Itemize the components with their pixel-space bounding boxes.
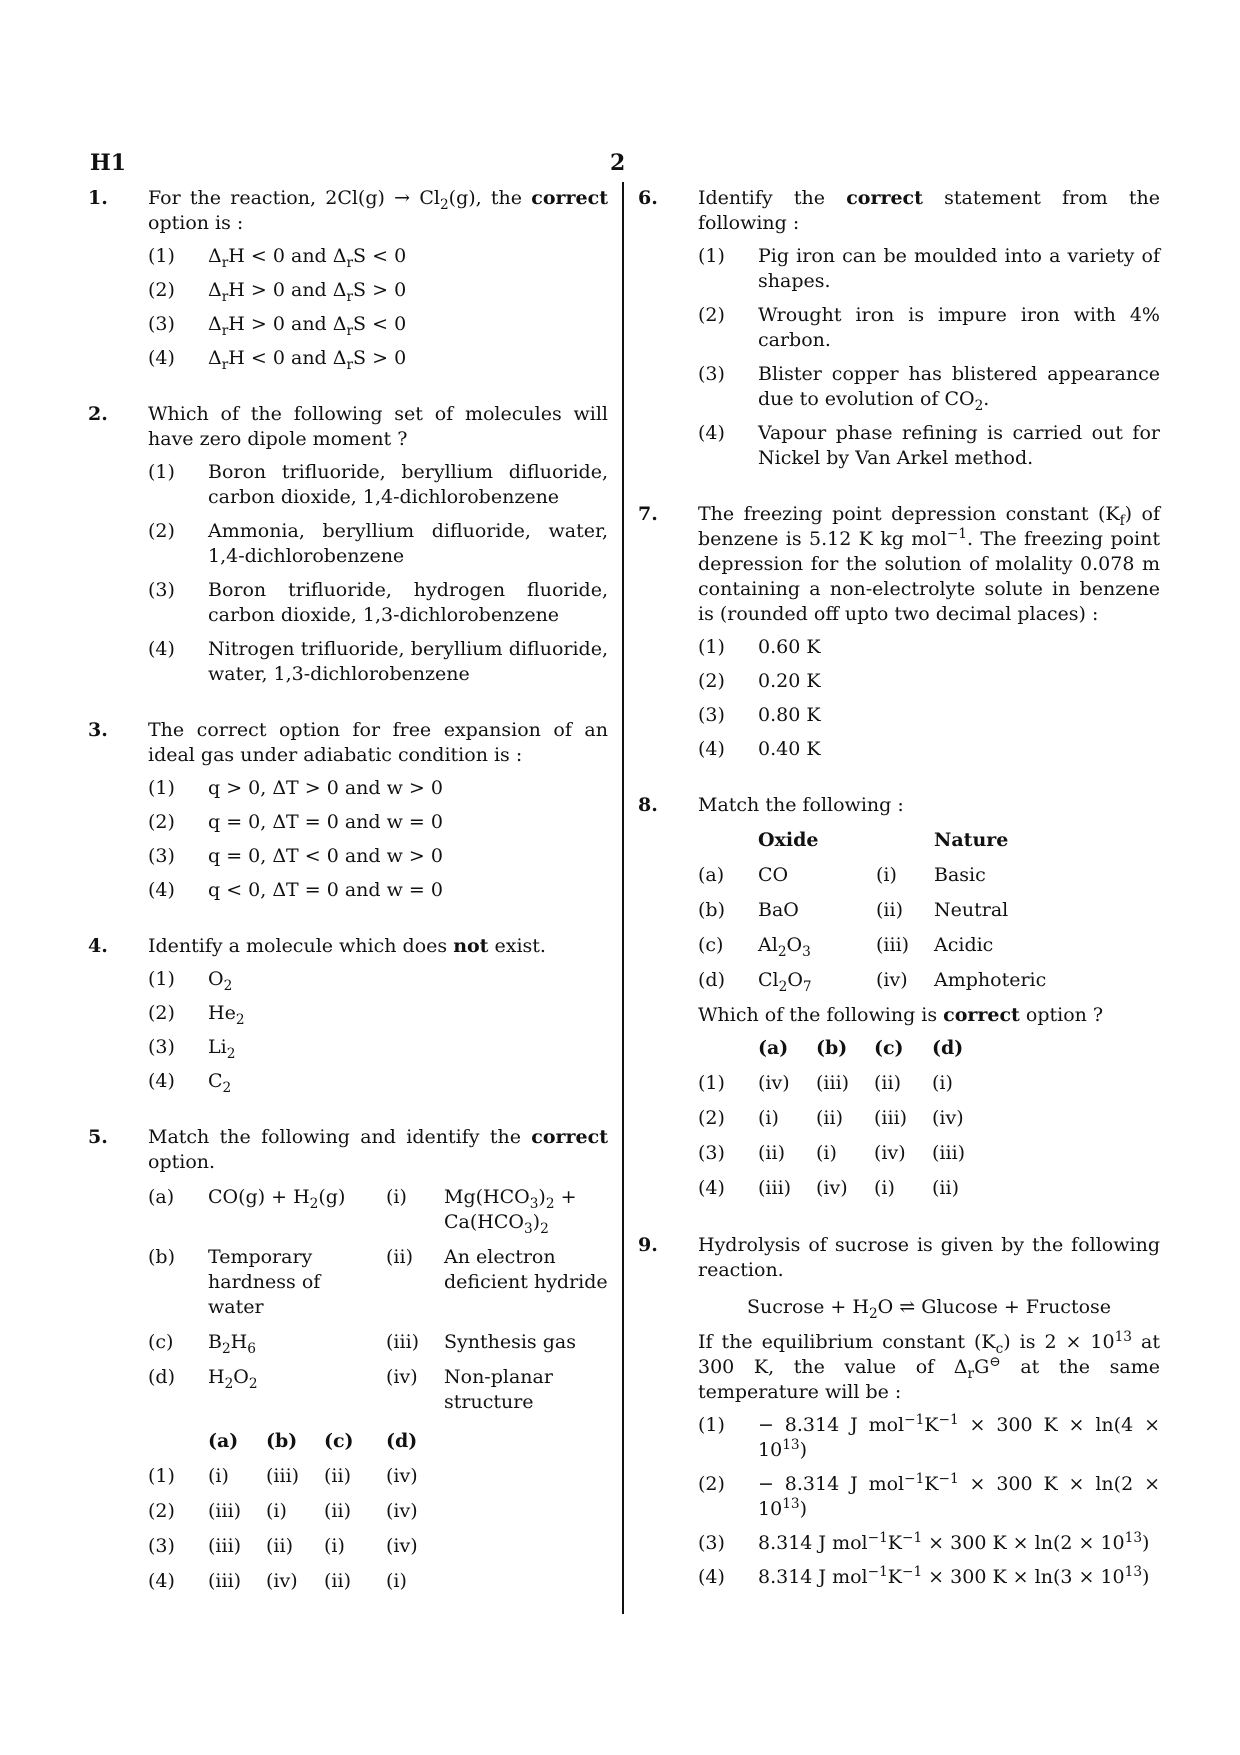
answer-header: (a) (b) (c) (d) xyxy=(208,1430,418,1452)
answer-table xyxy=(148,1429,418,1604)
question-7 xyxy=(638,502,1160,771)
match-header: Oxide Nature xyxy=(758,829,1009,851)
option-3[interactable]: (3) $Li_2$ xyxy=(148,1036,236,1062)
question-6 xyxy=(638,186,1160,480)
question-2 xyxy=(88,402,608,696)
option-1[interactable]: (1) Boron trifluoride, beryllium difluoride, carbon dioxide, 1,4-dichlorobenzene xyxy=(148,461,608,508)
option-4[interactable]: (4) Vapour phase refining is carried out for Nickel by Van Arkel method. xyxy=(698,422,1160,469)
match-row: (b) BaO (ii) Neutral xyxy=(698,899,1009,921)
equilibrium-arrow-icon: ⇌ xyxy=(899,1296,916,1318)
answer-option-2[interactable]: (2) (iii) (i) (ii) (iv) xyxy=(148,1500,418,1522)
option-4[interactable]: (4) $C_2$ xyxy=(148,1070,232,1096)
question-5 xyxy=(88,1125,608,1604)
question-3 xyxy=(88,718,608,912)
question-number: 5. xyxy=(88,1126,108,1148)
answer-option-4[interactable]: (4) (iii) (iv) (ii) (i) xyxy=(148,1570,407,1592)
right-column xyxy=(638,186,1160,1621)
question-4 xyxy=(88,934,608,1103)
answer-option-2[interactable]: (2) (i) (ii) (iii) (iv) xyxy=(698,1107,964,1129)
answer-option-4[interactable]: (4) (iii) (iv) (i) (ii) xyxy=(698,1177,959,1199)
option-3[interactable]: (3) 8.314 J $mol^{-1}K^{-1} \times 300$ $K \times \ln(2 \times 10^{13})$ xyxy=(698,1530,1150,1554)
question-number: 6. xyxy=(638,187,658,209)
option-1[interactable]: (1) 0.60 K xyxy=(698,636,821,658)
option-3[interactable]: (3) Boron trifluoride, hydrogen fluoride, carbon dioxide, 1,3-dichlorobenzene xyxy=(148,579,608,626)
option-3[interactable]: (3) Blister copper has blistered appearance due to evolution of $CO_2$. xyxy=(698,363,1160,414)
match-table xyxy=(148,1185,608,1425)
answer-option-3[interactable]: (3) (ii) (i) (iv) (iii) xyxy=(698,1142,966,1164)
column-divider xyxy=(622,182,624,1614)
sub-question: Which of the following is correct option ? xyxy=(698,1004,1104,1026)
option-4[interactable]: (4) $\Delta_rH < 0$ and $\Delta_rS > 0$ xyxy=(148,347,407,373)
question-number: 1. xyxy=(88,187,108,209)
question-number: 9. xyxy=(638,1234,658,1256)
match-row: (c) $B_2H_6$ (iii) Synthesis gas xyxy=(148,1331,576,1357)
option-2[interactable]: (2) Wrought iron is impure iron with 4% carbon. xyxy=(698,304,1160,351)
match-row: (a) $CO(g) + H_2(g)$ (i) $Mg(HCO_3)_2$ + $Ca(HCO_3)_2$ xyxy=(148,1186,577,1237)
question-1 xyxy=(88,186,608,380)
question-stem: Which of the following set of molecules will have zero dipole moment ? xyxy=(148,403,608,450)
question-number: 3. xyxy=(88,719,108,741)
question-stem: Hydrolysis of sucrose is given by the following reaction. xyxy=(698,1234,1160,1281)
option-2[interactable]: (2) Ammonia, beryllium difluoride, water, 1,4-dichlorobenzene xyxy=(148,520,608,567)
option-4[interactable]: (4) Nitrogen trifluoride, beryllium difluoride, water, 1,3-dichlorobenzene xyxy=(148,638,608,685)
option-1[interactable]: (1) − 8.314 J $mol^{-1}K^{-1} \times 300$ $K \times \ln(4 \times 10^{13})$ xyxy=(698,1412,1160,1461)
question-number: 7. xyxy=(638,503,658,525)
question-stem: Match the following : xyxy=(698,794,904,816)
option-1[interactable]: (1) $O_2$ xyxy=(148,968,233,994)
option-1[interactable]: (1) q > 0, ΔT > 0 and w > 0 xyxy=(148,777,443,799)
match-row: (d) $H_2O_2$ (iv) Non-planar structure xyxy=(148,1366,553,1413)
match-row: (a) CO (i) Basic xyxy=(698,864,986,886)
match-row: (c) $Al_2O_3$ (iii) Acidic xyxy=(698,934,994,960)
answer-table xyxy=(698,1036,965,1211)
question-8 xyxy=(638,793,1160,1211)
option-3[interactable]: (3) 0.80 K xyxy=(698,704,821,726)
question-stem: The freezing point depression constant $(K_f)$ of benzene is 5.12 K kg mol$^{-1}$. The freezing point depression for the solution of molality 0.078 m containing a non-electrolyte solute in benzene is (rounded off upto two decimal places) : xyxy=(698,503,1160,625)
option-2[interactable]: (2) $He_2$ xyxy=(148,1002,245,1028)
match-row: (b) Temporary hardness of water (ii) An electron deficient hydride xyxy=(148,1246,608,1318)
option-4[interactable]: (4) 8.314 J $mol^{-1}K^{-1} \times 300$ $K \times \ln(3 \times 10^{13})$ xyxy=(698,1564,1150,1588)
question-stem: For the reaction, $2Cl(g) \to Cl_2(g)$, the correct option is : xyxy=(148,187,608,234)
option-2[interactable]: (2) − 8.314 J $mol^{-1}K^{-1} \times 300$ $K \times \ln(2 \times 10^{13})$ xyxy=(698,1471,1160,1520)
question-9 xyxy=(638,1233,1160,1599)
reaction-equation: Sucrose + $H_2O$ ⇌ Glucose + Fructose xyxy=(746,1296,1112,1322)
option-2[interactable]: (2) q = 0, ΔT = 0 and w = 0 xyxy=(148,811,443,833)
match-table xyxy=(698,828,1046,1003)
question-number: 8. xyxy=(638,794,658,816)
paper-code: H1 xyxy=(90,150,127,176)
option-1[interactable]: (1) $\Delta_rH < 0$ and $\Delta_rS < 0$ xyxy=(148,245,407,271)
question-number: 2. xyxy=(88,403,108,425)
page-number: 2 xyxy=(610,150,626,176)
question-stem: The correct option for free expansion of an ideal gas under adiabatic condition is : xyxy=(148,719,608,766)
question-number: 4. xyxy=(88,935,108,957)
match-row: (d) $Cl_2O_7$ (iv) Amphoteric xyxy=(698,969,1047,995)
option-4[interactable]: (4) 0.40 K xyxy=(698,738,821,760)
answer-header: (a) (b) (c) (d) xyxy=(758,1037,964,1059)
answer-option-1[interactable]: (1) (i) (iii) (ii) (iv) xyxy=(148,1465,418,1487)
left-column xyxy=(88,186,608,1626)
option-2[interactable]: (2) $\Delta_rH > 0$ and $\Delta_rS > 0$ xyxy=(148,279,407,305)
option-1[interactable]: (1) Pig iron can be moulded into a variety of shapes. xyxy=(698,245,1160,292)
question-stem: Match the following and identify the correct option. xyxy=(148,1126,608,1173)
answer-option-3[interactable]: (3) (iii) (ii) (i) (iv) xyxy=(148,1535,418,1557)
option-3[interactable]: (3) q = 0, ΔT < 0 and w > 0 xyxy=(148,845,443,867)
answer-option-1[interactable]: (1) (iv) (iii) (ii) (i) xyxy=(698,1072,953,1094)
option-4[interactable]: (4) q < 0, ΔT = 0 and w = 0 xyxy=(148,879,443,901)
question-stem: Identify a molecule which does not exist. xyxy=(148,935,546,957)
question-paragraph: If the equilibrium constant $(K_c)$ is $2 \times 10^{13}$ at 300 K, the value of $\Delta_rG^⊖$ at the same temperature will be : xyxy=(698,1329,1160,1403)
option-3[interactable]: (3) $\Delta_rH > 0$ and $\Delta_rS < 0$ xyxy=(148,313,407,339)
question-stem: Identify the correct statement from the following : xyxy=(698,187,1160,234)
option-2[interactable]: (2) 0.20 K xyxy=(698,670,821,692)
